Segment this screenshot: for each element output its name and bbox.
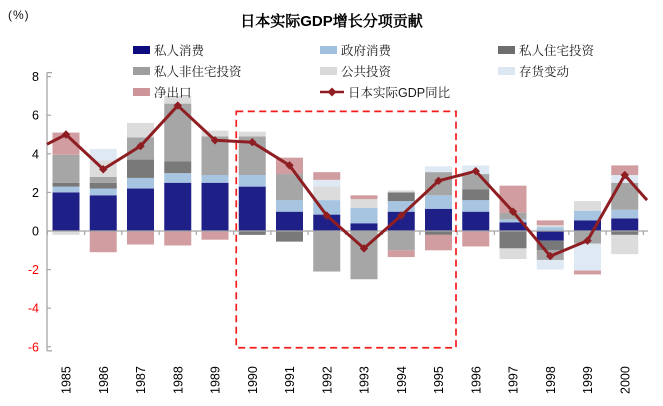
y-tick-label: 0 <box>32 224 39 239</box>
bar-2000-public_investment <box>611 235 638 254</box>
x-tick-label-1991: 1991 <box>283 366 297 394</box>
bar-1999-inventory_change <box>574 244 601 271</box>
y-tick-label: -6 <box>27 340 39 355</box>
bar-1985-gov_consumption <box>53 187 80 193</box>
legend-item-private_nonres <box>133 62 320 80</box>
bar-1990-private_consumption <box>239 187 266 231</box>
x-tick-label-1989: 1989 <box>208 366 223 394</box>
bar-1986-private_consumption <box>90 195 117 231</box>
bar-1994-private_housing <box>388 192 415 201</box>
bar-1996-gov_consumption <box>462 200 489 212</box>
legend-item-gdp_line <box>320 83 498 101</box>
bar-1988-private_nonres <box>164 104 191 162</box>
y-tick-label: 2 <box>32 185 39 200</box>
bar-1996-private_consumption <box>462 212 489 231</box>
private_nonres-swatch <box>133 67 150 75</box>
legend-label: 存货变动 <box>519 64 570 79</box>
x-tick-label-1996: 1996 <box>469 366 484 394</box>
legend-item-inventory_change <box>498 62 663 80</box>
x-tick-label-1997: 1997 <box>506 366 521 394</box>
y-axis-unit-label: (%) <box>8 8 30 22</box>
bar-2000-private_consumption <box>611 218 638 231</box>
x-tick-label-1986: 1986 <box>96 366 111 394</box>
bar-1985-private_consumption <box>53 192 80 231</box>
legend-item-public_investment <box>320 62 498 80</box>
chart-title: 日本实际GDP增长分项贡献 <box>240 13 423 30</box>
bar-1997-public_investment <box>500 248 527 259</box>
bar-1993-net_exports <box>351 195 378 199</box>
bar-1986-net_exports <box>90 231 117 252</box>
bar-1989-net_exports <box>202 231 229 240</box>
bar-1994-private_nonres <box>388 231 415 250</box>
bar-1991-private_consumption <box>276 212 303 231</box>
bar-1988-private_consumption <box>164 183 191 231</box>
x-tick-label-1987: 1987 <box>134 366 148 394</box>
bar-1988-private_housing <box>164 162 191 174</box>
bar-1998-net_exports <box>537 220 564 225</box>
gdp_line-swatch <box>320 87 344 97</box>
bar-1988-net_exports <box>164 231 191 245</box>
bar-1992-private_nonres <box>313 231 340 272</box>
bar-1986-gov_consumption <box>90 189 117 196</box>
net_exports-swatch <box>133 88 150 96</box>
bar-1988-gov_consumption <box>164 173 191 183</box>
x-tick-label-1992: 1992 <box>320 366 335 394</box>
private_housing-swatch <box>498 46 515 54</box>
bar-1985-private_housing <box>53 183 80 187</box>
bar-1987-net_exports <box>127 231 154 245</box>
x-tick-label-1985: 1985 <box>59 366 74 394</box>
bar-1998-inventory_change <box>537 260 564 270</box>
legend-label: 私人非住宅投资 <box>154 64 242 79</box>
bar-1998-private_consumption <box>537 231 564 241</box>
bar-1992-inventory_change <box>313 180 340 187</box>
bar-1991-gov_consumption <box>276 200 303 212</box>
bar-1999-gov_consumption <box>574 211 601 221</box>
bar-1990-gov_consumption <box>239 175 266 187</box>
bar-1995-private_consumption <box>425 209 452 231</box>
bar-1998-public_investment <box>537 225 564 227</box>
bar-1990-public_investment <box>239 132 266 137</box>
public_investment-swatch <box>320 67 337 75</box>
bar-1992-net_exports <box>313 172 340 180</box>
bar-1993-private_consumption <box>351 223 378 231</box>
x-tick-label-1993: 1993 <box>357 366 372 394</box>
x-tick-label-1999: 1999 <box>581 366 595 394</box>
legend-label: 公共投资 <box>341 64 392 79</box>
y-tick-label: 6 <box>32 108 39 123</box>
x-tick-label-1998: 1998 <box>543 366 558 394</box>
gov_consumption-swatch <box>320 46 337 54</box>
private_consumption-swatch <box>133 46 150 54</box>
legend-label: 日本实际GDP同比 <box>348 85 451 100</box>
bar-1995-inventory_change <box>425 166 452 172</box>
x-tick-label-1990: 1990 <box>245 366 260 394</box>
legend-label: 私人住宅投资 <box>519 43 595 58</box>
bar-1986-private_nonres <box>90 177 117 183</box>
bar-1995-net_exports <box>425 235 452 250</box>
bar-1985-private_nonres <box>53 155 80 183</box>
y-tick-label: -4 <box>27 301 39 316</box>
highlight-box-1990-1995 <box>236 111 456 347</box>
chart-legend <box>133 39 663 102</box>
inventory_change-swatch <box>498 67 515 75</box>
x-tick-label-1988: 1988 <box>171 366 186 394</box>
bar-1997-private_housing <box>500 231 527 248</box>
bar-1989-gov_consumption <box>202 175 229 183</box>
x-tick-label-1995: 1995 <box>432 366 446 394</box>
legend-label: 政府消费 <box>341 43 392 58</box>
y-tick-label: 8 <box>32 70 39 85</box>
bar-1992-public_investment <box>313 187 340 201</box>
legend-item-gov_consumption <box>320 41 498 59</box>
y-tick-label: 4 <box>32 147 39 162</box>
bar-1999-public_investment <box>574 201 601 211</box>
legend-label: 私人消费 <box>154 43 205 58</box>
bar-1987-private_housing <box>127 160 154 178</box>
legend-item-private_housing <box>498 41 663 59</box>
bar-1987-private_consumption <box>127 189 154 231</box>
bar-1994-net_exports <box>388 250 415 257</box>
x-tick-label-2000: 2000 <box>618 366 633 394</box>
legend-item-private_consumption <box>133 41 320 59</box>
legend-label: 净出口 <box>154 85 192 100</box>
bar-1991-private_housing <box>276 231 303 242</box>
bar-1994-public_investment <box>388 190 415 192</box>
legend-item-net_exports <box>133 83 320 101</box>
bar-1996-private_housing <box>462 190 489 201</box>
bar-1999-net_exports <box>574 271 601 275</box>
bar-2000-gov_consumption <box>611 210 638 219</box>
bar-1987-gov_consumption <box>127 178 154 189</box>
bar-1993-public_investment <box>351 199 378 208</box>
bar-1995-gov_consumption <box>425 195 452 209</box>
bar-1996-net_exports <box>462 231 489 246</box>
y-tick-label: -2 <box>27 263 39 278</box>
bar-1986-private_housing <box>90 183 117 189</box>
bar-1989-private_consumption <box>202 183 229 231</box>
x-tick-label-1994: 1994 <box>394 366 409 394</box>
bar-1993-gov_consumption <box>351 208 378 223</box>
